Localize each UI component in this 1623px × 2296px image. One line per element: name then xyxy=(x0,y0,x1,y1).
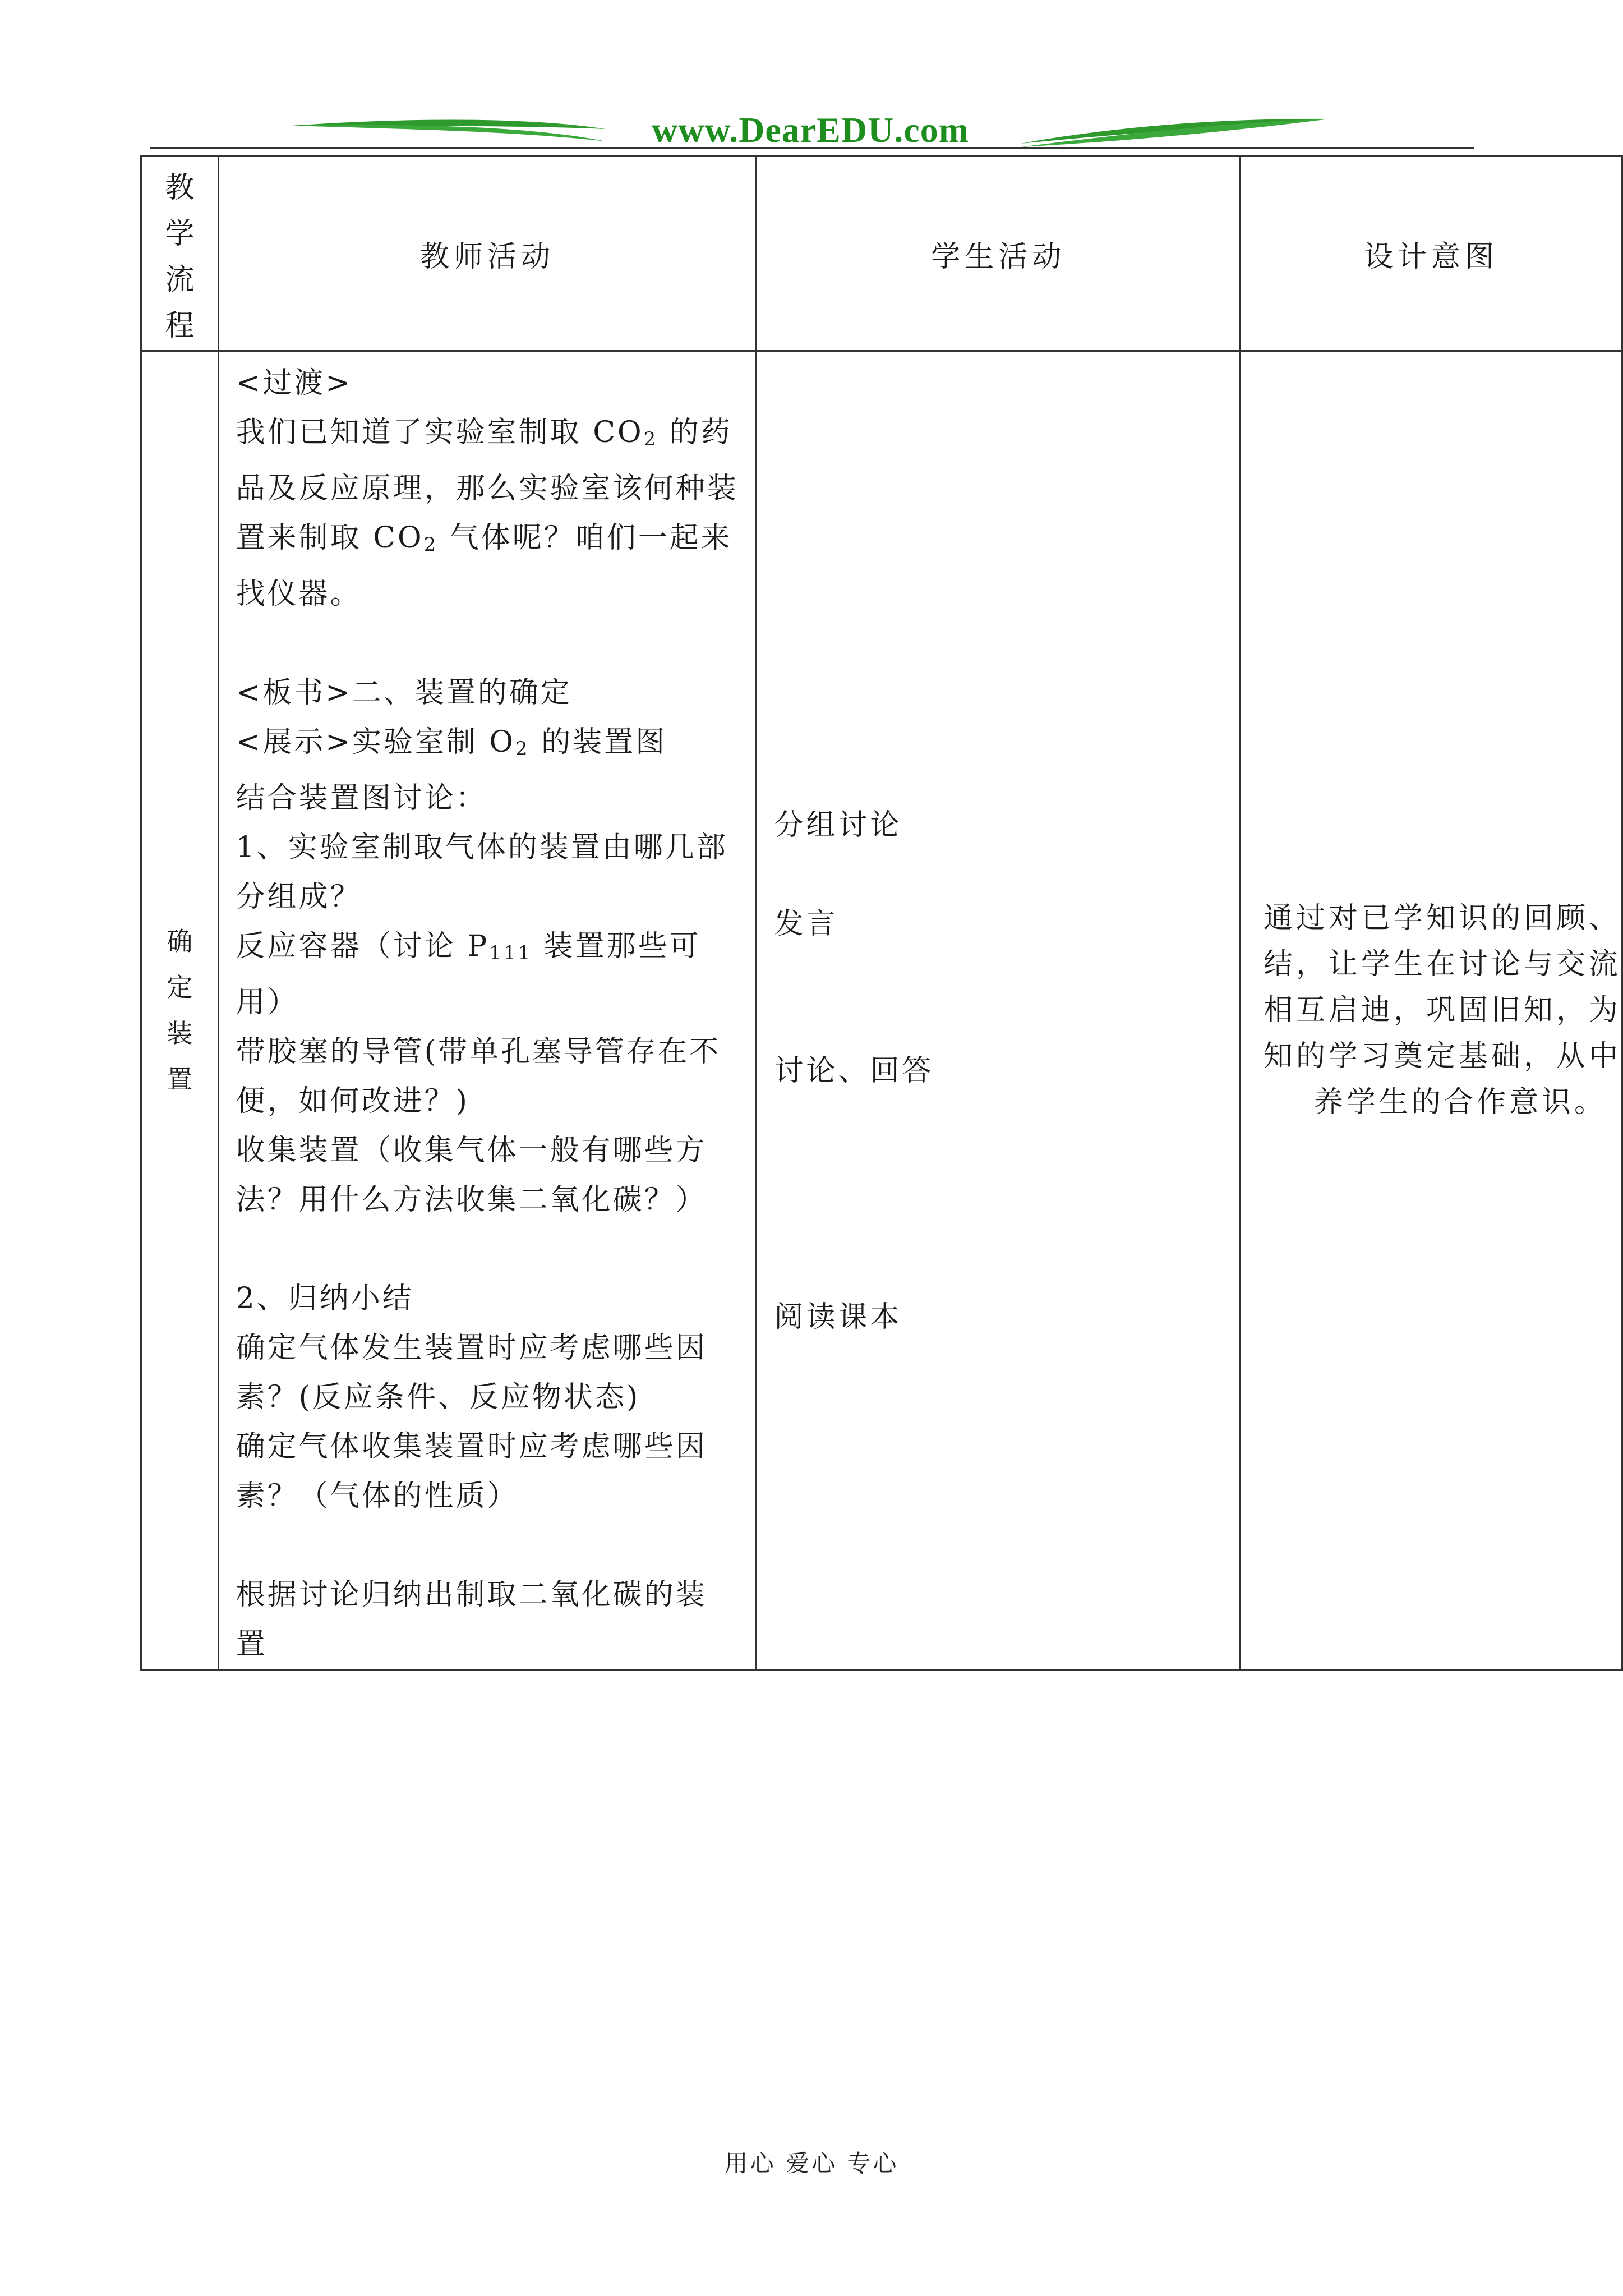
design-line: 通过对已学知识的回顾、 xyxy=(1263,901,1621,935)
design-line: 结，让学生在讨论与交流 xyxy=(1263,947,1621,981)
design-intent-cell xyxy=(1240,351,1622,1670)
stage-cell xyxy=(141,351,219,1670)
teacher-line: 品及反应原理，那么实验室该何种装 xyxy=(236,472,739,505)
header-stage xyxy=(141,157,219,351)
teacher-line: 结合装置图讨论： xyxy=(236,781,487,815)
teacher-line: <展示>实验室制 $O_2$ 的装置图 xyxy=(236,725,667,760)
student-line: 阅读课本 xyxy=(774,1300,902,1334)
teacher-line: <过渡> xyxy=(236,366,352,400)
student-activity-cell xyxy=(757,351,1241,1670)
teacher-line: 2、归纳小结 xyxy=(236,1282,414,1315)
teacher-line: 我们已知道了实验室制取 $CO_2$ 的药 xyxy=(236,416,732,450)
header-teacher: 教师活动 xyxy=(218,157,757,351)
teacher-line: 1、实验室制取气体的装置由哪几部 xyxy=(236,831,728,864)
header-rule xyxy=(150,147,1474,149)
header-student: 学生活动 xyxy=(757,157,1241,351)
banner-site-url: www.DearEDU.com xyxy=(652,110,969,150)
design-line: 养学生的合作意识。 xyxy=(1313,1085,1607,1119)
teacher-line: 素？（气体的性质） xyxy=(236,1479,519,1513)
design-line: 相互启迪，巩固旧知，为 xyxy=(1263,993,1621,1027)
teacher-line: 确定气体发生装置时应考虑哪些因 xyxy=(236,1331,707,1365)
teacher-line: 素？(反应条件、反应物状态) xyxy=(236,1381,640,1414)
teacher-line: 便，如何改进？) xyxy=(236,1084,469,1118)
header-design: 设计意图 xyxy=(1240,157,1622,351)
teacher-line: 根据讨论归纳出制取二氧化碳的装 xyxy=(236,1578,707,1612)
page-footer: 用心 爱心 专心 xyxy=(724,2150,899,2177)
teacher-line: 确定气体收集装置时应考虑哪些因 xyxy=(236,1430,707,1464)
teacher-line: 收集装置（收集气体一般有哪些方 xyxy=(236,1134,707,1167)
teacher-line: 分组成？ xyxy=(236,880,362,914)
teacher-line: 反应容器（讨论 $P_{111}$ 装置那些可用） xyxy=(236,930,701,1019)
design-line: 知的学习奠定基础，从中 xyxy=(1263,1039,1621,1073)
teacher-line: 置 xyxy=(236,1627,268,1661)
teacher-line: 法？用什么方法收集二氧化碳？） xyxy=(236,1183,707,1217)
student-line: 发言 xyxy=(774,907,838,941)
header-stage-label: 教学流程 xyxy=(165,171,195,343)
teacher-activity-cell xyxy=(218,351,757,1670)
student-line: 讨论、回答 xyxy=(774,1054,934,1088)
table-header-row xyxy=(141,157,1622,351)
student-line: 分组讨论 xyxy=(774,808,902,842)
teacher-line: 置来制取 $CO_2$ 气体呢？咱们一起来 xyxy=(236,521,732,556)
teacher-line: <板书>二、装置的确定 xyxy=(236,676,572,710)
site-banner xyxy=(292,107,1329,157)
lesson-flow-table xyxy=(140,155,1623,1671)
stage-name: 确定装置 xyxy=(167,926,193,1094)
teacher-line: 找仪器。 xyxy=(236,577,362,611)
table-row xyxy=(141,351,1622,1670)
teacher-line: 带胶塞的导管(带单孔塞导管存在不 xyxy=(236,1035,721,1069)
